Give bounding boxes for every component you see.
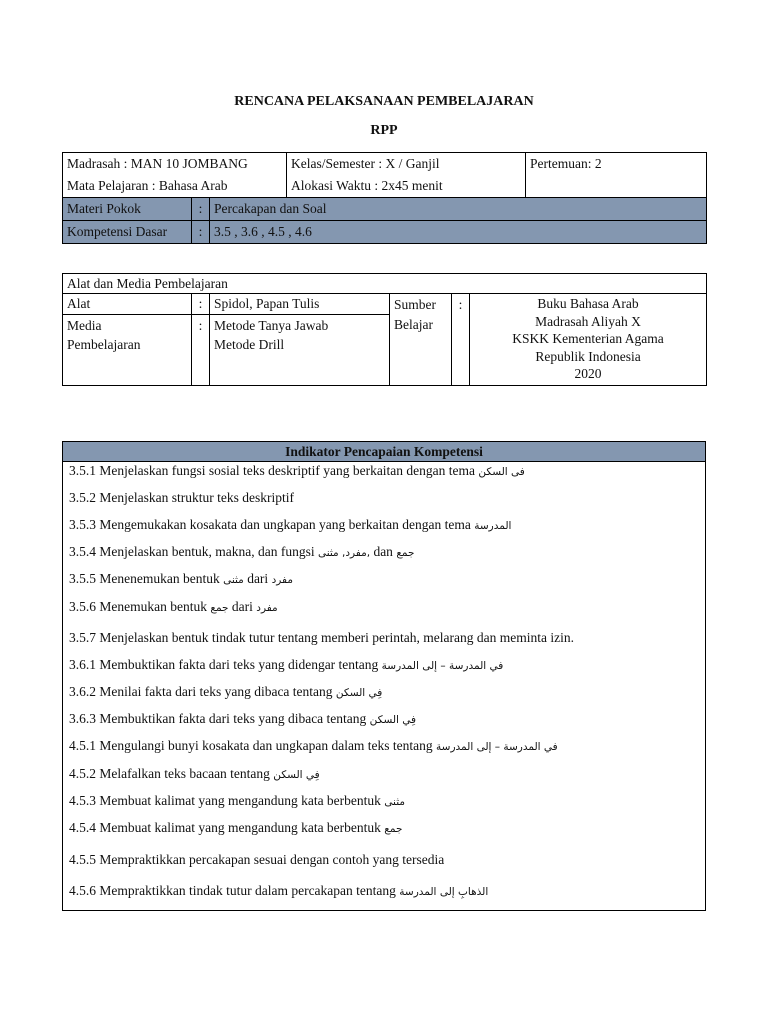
alokasi-cell xyxy=(287,175,526,198)
alokasi-text: Alokasi Waktu : 2x45 menit xyxy=(291,178,443,193)
indicator-arabic: المدرسة xyxy=(474,520,512,532)
indicator-item xyxy=(69,570,699,588)
indicator-item xyxy=(69,851,699,869)
identity-table xyxy=(62,152,707,244)
indicator-arabic: مثنى xyxy=(223,574,244,586)
media-value-line: Metode Drill xyxy=(214,337,285,352)
sumber-line: 2020 xyxy=(574,366,602,382)
sumber-label xyxy=(390,294,452,386)
kd-label: Kompetensi Dasar xyxy=(63,221,192,244)
media-value-line: Metode Tanya Jawab xyxy=(214,318,329,333)
indicator-text: 3.6.3 Membuktikan fakta dari teks yang dibaca tentang xyxy=(69,711,370,726)
mapel-cell xyxy=(63,175,287,198)
sumber-line: KSKK Kementerian Agama xyxy=(512,331,664,347)
indicator-list xyxy=(63,462,706,911)
materi-row xyxy=(63,198,707,221)
indicator-arabic: في المدرسة – إلى المدرسة xyxy=(381,660,504,672)
kd-row xyxy=(63,221,707,244)
kelas-text: Kelas/Semester : X / Ganjil xyxy=(291,156,440,171)
media-value xyxy=(210,315,390,386)
sumber-label-line: Belajar xyxy=(394,317,433,332)
kd-value: 3.5 , 3.6 , 4.5 , 4.6 xyxy=(210,221,707,244)
indicator-arabic: فِي السكن xyxy=(273,769,320,781)
indicator-text: 3.5.6 Menemukan bentuk xyxy=(69,599,211,614)
indicator-item xyxy=(69,819,699,837)
pertemuan-cell xyxy=(526,153,707,198)
sumber-line: Buku Bahasa Arab xyxy=(537,296,639,311)
indicator-arabic: جمع xyxy=(210,602,229,614)
indicator-arabic: فِي السكن xyxy=(369,714,417,726)
indicator-arabic: فى السكن xyxy=(478,466,525,478)
mapel-text: Mata Pelajaran : Bahasa Arab xyxy=(67,178,228,193)
indicator-item xyxy=(69,765,699,783)
media-header: Alat dan Media Pembelajaran xyxy=(63,274,707,294)
indicator-item xyxy=(69,683,699,701)
materi-value: Percakapan dan Soal xyxy=(210,198,707,221)
indicator-table xyxy=(62,441,706,911)
colon: : xyxy=(192,315,210,386)
indicator-text: 3.5.3 Mengemukakan kosakata dan ungkapan yang berkaitan dengan tema xyxy=(69,517,475,532)
indicator-arabic: مفرد xyxy=(256,602,278,614)
media-label-line: Media xyxy=(67,318,102,333)
sumber-line: Madrasah Aliyah X xyxy=(535,313,641,329)
indicator-text: 4.5.6 Mempraktikkan tindak tutur dalam percakapan tentang xyxy=(69,883,400,898)
indicator-text: 3.5.4 Menjelaskan bentuk, makna, dan fungsi xyxy=(69,544,318,559)
indicator-text: 3.6.1 Membuktikan fakta dari teks yang didengar tentang xyxy=(69,657,382,672)
indicator-arabic: مفرد, مثنى, xyxy=(317,547,374,559)
indicator-text: 4.5.4 Membuat kalimat yang mengandung kata berbentuk xyxy=(69,820,385,835)
indicator-item xyxy=(69,489,699,507)
indicator-text: 3.5.1 Menjelaskan fungsi sosial teks deskriptif yang berkaitan dengan tema xyxy=(69,463,479,478)
indicator-item xyxy=(69,737,699,755)
indicator-text: 4.5.1 Mengulangi bunyi kosakata dan ungkapan dalam teks tentang xyxy=(69,738,437,753)
indicator-item xyxy=(69,629,699,647)
indicator-item xyxy=(69,792,699,810)
indicator-item xyxy=(69,462,699,480)
indicator-item xyxy=(69,710,699,728)
pertemuan-text: Pertemuan: 2 xyxy=(530,156,602,171)
indicator-item xyxy=(69,543,699,561)
indicator-item xyxy=(69,516,699,534)
colon: : xyxy=(452,294,470,386)
indicator-item xyxy=(69,656,699,674)
indicator-item xyxy=(69,598,699,616)
alat-label: Alat xyxy=(63,294,192,315)
indicator-item xyxy=(69,882,699,900)
indicator-arabic: مفرد xyxy=(271,574,293,586)
indicator-text: 3.5.5 Menenemukan bentuk xyxy=(69,571,224,586)
indicator-text: 3.5.7 Menjelaskan bentuk tindak tutur tentang memberi perintah, melarang dan meminta izin. xyxy=(69,630,574,645)
indicator-text: dari xyxy=(228,599,257,614)
indicator-text: 4.5.5 Mempraktikkan percakapan sesuai dengan contoh yang tersedia xyxy=(69,852,445,867)
colon: : xyxy=(192,294,210,315)
sumber-line: Republik Indonesia xyxy=(535,348,641,364)
indicator-arabic: جمع xyxy=(384,823,403,835)
madrasah-cell xyxy=(63,153,287,176)
indicator-arabic: الذهابِ إلى المدرسة xyxy=(399,886,489,898)
document-subtitle: RPP xyxy=(370,123,398,138)
alat-value: Spidol, Papan Tulis xyxy=(210,294,390,315)
indicator-text: 4.5.3 Membuat kalimat yang mengandung kata berbentuk xyxy=(69,793,385,808)
colon: : xyxy=(192,221,210,244)
indicator-arabic: جمع xyxy=(396,547,415,559)
kelas-cell xyxy=(287,153,526,176)
sumber-value xyxy=(470,294,707,386)
indicator-header: Indikator Pencapaian Kompetensi xyxy=(63,442,706,462)
indicator-text: dan xyxy=(373,544,397,559)
media-label-line: Pembelajaran xyxy=(67,337,141,352)
indicator-text: 4.5.2 Melafalkan teks bacaan tentang xyxy=(69,766,274,781)
media-table xyxy=(62,273,707,386)
madrasah-text: Madrasah : MAN 10 JOMBANG xyxy=(67,156,248,171)
colon: : xyxy=(192,198,210,221)
indicator-text: 3.5.2 Menjelaskan struktur teks deskriptif xyxy=(69,490,294,505)
media-label xyxy=(63,315,192,386)
indicator-text: dari xyxy=(243,571,272,586)
indicator-arabic: مثنى xyxy=(384,796,406,808)
indicator-arabic: فِي السكن xyxy=(335,687,383,699)
document-title: RENCANA PELAKSANAAN PEMBELAJARAN xyxy=(234,94,534,109)
materi-label: Materi Pokok xyxy=(63,198,192,221)
indicator-text: 3.6.2 Menilai fakta dari teks yang dibaca tentang xyxy=(69,684,336,699)
indicator-arabic: في المدرسة – إلى المدرسة xyxy=(436,741,558,753)
sumber-label-line: Sumber xyxy=(394,297,436,312)
